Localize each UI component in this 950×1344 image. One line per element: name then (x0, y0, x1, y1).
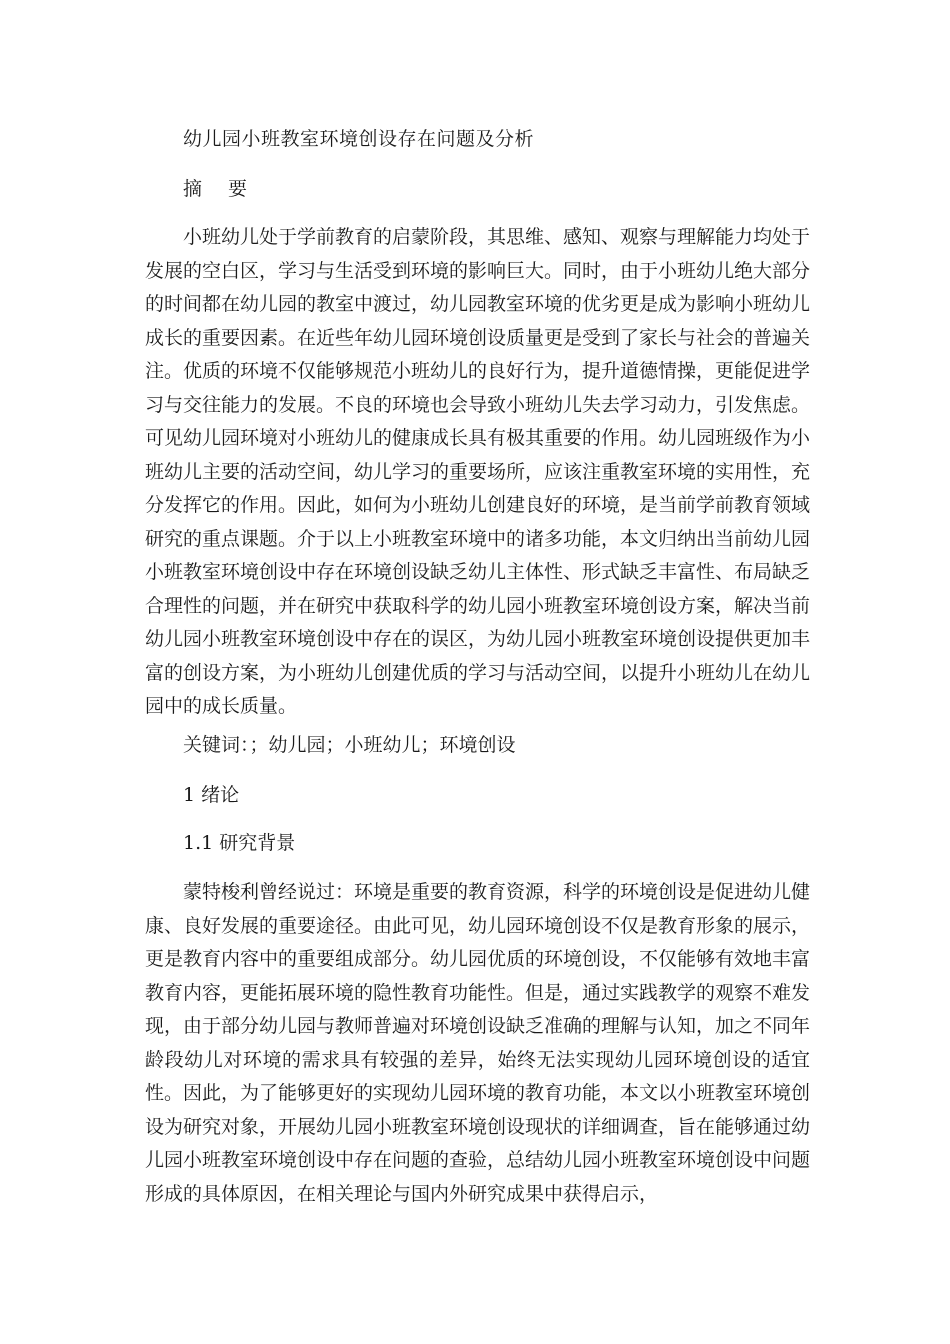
abstract-paragraph: 小班幼儿处于学前教育的启蒙阶段，其思维、感知、观察与理解能力均处于发展的空白区，学习与生活受到环境的影响巨大。同时，由于小班幼儿绝大部分的时间都在幼儿园的教室中渡过，幼儿园教室环境的优劣更是成为影响小班幼儿成长的重要因素。在近些年幼儿园环境创设质量更是受到了家长与社会的普遍关注。优质的环境不仅能够规范小班幼儿的良好行为，提升道德情操，更能促进学习与交往能力的发展。不良的环境也会导致小班幼儿失去学习动力，引发焦虑。可见幼儿园环境对小班幼儿的健康成长具有极其重要的作用。幼儿园班级作为小班幼儿主要的活动空间，幼儿学习的重要场所，应该注重教室环境的实用性，充分发挥它的作用。因此，如何为小班幼儿创建良好的环境，是当前学前教育领域研究的重点课题。介于以上小班教室环境中的诸多功能，本文归纳出当前幼儿园小班教室环境创设中存在环境创设缺乏幼儿主体性、形式缺乏丰富性、布局缺乏合理性的问题，并在研究中获取科学的幼儿园小班教室环境创设方案，解决当前幼儿园小班教室环境创设中存在的误区，为幼儿园小班教室环境创设提供更加丰富的创设方案，为小班幼儿创建优质的学习与活动空间，以提升小班幼儿在幼儿园中的成长质量。 (145, 226, 811, 717)
abstract-heading: 摘 要 (183, 178, 258, 200)
keywords-line: 关键词：；幼儿园；小班幼儿；环境创设 (183, 734, 516, 756)
section-heading-introduction: 1 绪论 (183, 784, 240, 806)
background-paragraph: 蒙特梭利曾经说过：环境是重要的教育资源，科学的环境创设是促进幼儿健康、良好发展的重要途径。由此可见，幼儿园环境创设不仅是教育形象的展示，更是教育内容中的重要组成部分。幼儿园优质的环境创设，不仅能够有效地丰富教育内容，更能拓展环境的隐性教育功能性。但是，通过实践教学的观察不难发现，由于部分幼儿园与教师普遍对环境创设缺乏准确的理解与认知，加之不同年龄段幼儿对环境的需求具有较强的差异，始终无法实现幼儿园环境创设的适宜性。因此，为了能够更好的实现幼儿园环境的教育功能，本文以小班教室环境创设为研究对象，开展幼儿园小班教室环境创设现状的详细调查，旨在能够通过幼儿园小班教室环境创设中存在问题的查验，总结幼儿园小班教室环境创设中问题形成的具体原因，在相关理论与国内外研究成果中获得启示， (145, 881, 811, 1205)
subsection-heading-background: 1.1 研究背景 (183, 832, 296, 854)
document-title: 幼儿园小班教室环境创设存在问题及分析 (183, 128, 535, 150)
